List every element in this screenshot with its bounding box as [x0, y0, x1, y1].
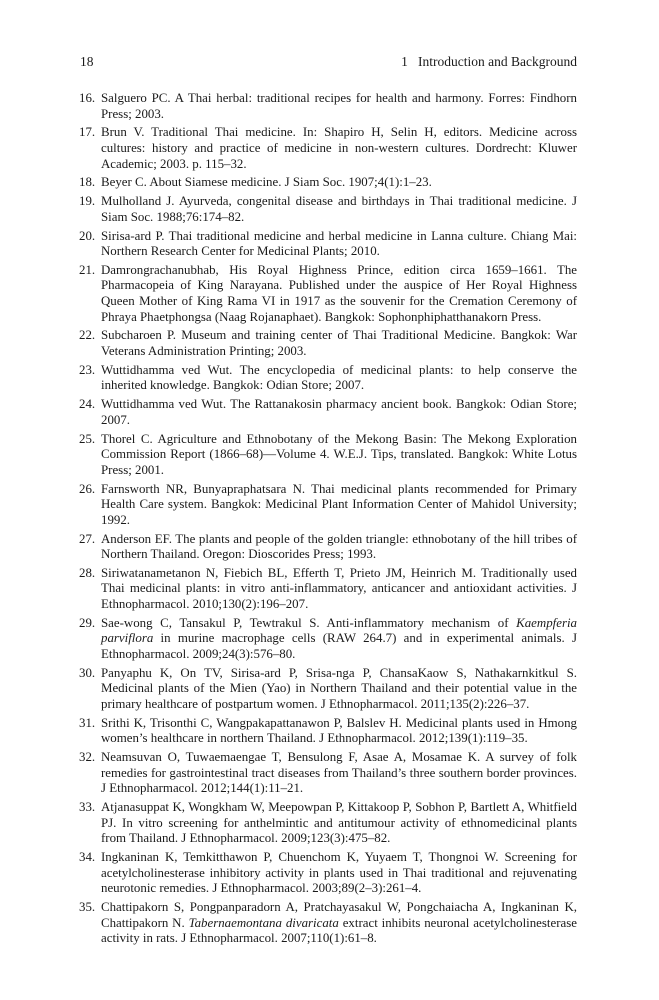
reference-text	[101, 175, 432, 189]
reference-text-segment: Neamsuvan O, Tuwaemaengae T, Bensulong F, Asae A, Mosamae K. A survey of folk remedies for gastrointestinal tract diseases from Thailand’s three southern border provinces. J Ethnopharmacol. 2012;144(1):11–21.	[101, 750, 577, 796]
reference-text	[101, 91, 577, 121]
reference-text-segment: Farnsworth NR, Bunyapraphatsara N. Thai medicinal plants recommended for Primary Health Care system. Bangkok: Medicinal Plant Information Center of Mahidol University; 1992.	[101, 481, 577, 527]
reference-item	[80, 91, 577, 122]
reference-text	[101, 666, 577, 711]
reference-item	[80, 616, 577, 663]
reference-number: 34.	[79, 850, 96, 865]
reference-text	[101, 363, 577, 393]
reference-item	[80, 263, 577, 325]
reference-item	[80, 716, 577, 747]
running-head: 1 Introduction and Background	[401, 54, 577, 69]
reference-text	[101, 532, 577, 562]
reference-text-segment: Damrongrachanubhab, His Royal Highness Prince, edition circa 1659–1661. The Pharmacopeia of King Narayana. Published under the auspice of Her Royal Highness Queen Mother of King Rama VI in 1917 as the souvenir for the Cremation Ceremony of Phraya Phaetphongsa (Naag Rojanaphaet). Bangkok: Sophonphiphatthanakorn Press.	[101, 262, 577, 324]
reference-number: 24.	[79, 397, 96, 412]
reference-number: 31.	[79, 715, 96, 730]
reference-number: 30.	[79, 665, 96, 680]
reference-number: 26.	[79, 481, 96, 496]
reference-text-segment: Sirisa-ard P. Thai traditional medicine and herbal medicine in Lanna culture. Chiang Mai: Northern Research Center for Medicinal Plants; 2010.	[101, 228, 577, 259]
species-name: Kaempferia parviflora	[101, 615, 577, 646]
reference-text	[101, 900, 577, 945]
reference-number: 27.	[79, 531, 96, 546]
reference-item	[80, 532, 577, 563]
reference-item	[80, 194, 577, 225]
reference-text-segment: Subcharoen P. Museum and training center of Thai Traditional Medicine. Bangkok: War Veterans Administration Printing; 2003.	[101, 328, 577, 359]
reference-number: 19.	[79, 194, 96, 209]
reference-item	[80, 800, 577, 847]
reference-text-segment: extract inhibits neuronal acetylcholinesterase activity in rats. J Ethnopharmacol. 2007;110(1):61–8.	[101, 915, 577, 946]
reference-text-segment: Ingkaninan K, Temkitthawon P, Chuenchom K, Yuyaem T, Thongnoi W. Screening for acetylcholinesterase inhibitory activity in plants used in Thai traditional and rejuvenating neurotonic remedies. J Ethnopharmacol. 2003;89(2–3):261–4.	[101, 850, 577, 896]
reference-item	[80, 363, 577, 394]
reference-text-segment: Salguero PC. A Thai herbal: traditional recipes for health and harmony. Forres: Findhorn Press; 2003.	[101, 91, 577, 121]
reference-text-segment: Beyer C. About Siamese medicine. J Siam Soc. 1907;4(1):1–23.	[101, 175, 432, 190]
reference-item	[80, 750, 577, 797]
reference-item	[80, 850, 577, 897]
reference-number: 22.	[79, 328, 96, 343]
reference-text-segment: Atjanasuppat K, Wongkham W, Meepowpan P, Kittakoop P, Sobhon P, Bartlett A, Whitfield PJ. In vitro screening for anthelmintic and antitumour activity of ethnomedicinal plants from Thailand. J Ethnopharmacol. 2009;123(3):475–82.	[101, 800, 577, 846]
reference-item	[80, 397, 577, 428]
reference-text	[101, 750, 577, 795]
reference-text	[101, 263, 577, 324]
reference-number: 16.	[79, 91, 96, 105]
reference-text-segment: Mulholland J. Ayurveda, congenital disease and birthdays in Thai traditional medicine. J Siam Soc. 1988;76:174–82.	[101, 194, 577, 224]
reference-item	[80, 666, 577, 713]
reference-text-segment: Sae-wong C, Tansakul P, Tewtrakul S. Anti-inflammatory mechanism of	[101, 615, 517, 630]
reference-text	[101, 194, 577, 224]
reference-item	[80, 482, 577, 529]
page-number: 18	[80, 54, 94, 69]
reference-text-segment: Brun V. Traditional Thai medicine. In: Shapiro H, Selin H, editors. Medicine across cultures: history and practice of medicine in non-western cultures. Dordrecht: Kluwer Academic; 2003. p. 115–32.	[101, 125, 577, 171]
reference-text	[101, 397, 577, 427]
reference-number: 28.	[79, 565, 96, 580]
reference-number: 23.	[79, 362, 96, 377]
reference-number: 35.	[79, 900, 96, 915]
reference-number: 18.	[79, 175, 96, 190]
reference-text-segment: Wuttidhamma ved Wut. The encyclopedia of medicinal plants: to help conserve the inherited knowledge. Bangkok: Odian Store; 2007.	[101, 362, 577, 393]
reference-item	[80, 125, 577, 172]
reference-text-segment: Panyaphu K, On TV, Sirisa-ard P, Srisa-nga P, ChansaKaow S, Nathakarnkitkul S. Medicinal plants of the Mien (Yao) in Northern Thailand and their potential value in the primary healthcare of postpartum women. J Ethnopharmacol. 2011;135(2):226–37.	[101, 665, 577, 711]
reference-text-segment: Wuttidhamma ved Wut. The Rattanakosin pharmacy ancient book. Bangkok: Odian Store; 2007.	[101, 397, 577, 427]
reference-number: 29.	[79, 615, 96, 630]
reference-text-segment: Chattipakorn S, Pongpanparadorn A, Pratchayasakul W, Pongchaiacha A, Ingkaninan K, Chattipakorn N.	[101, 900, 577, 930]
reference-text	[101, 432, 577, 477]
reference-item	[80, 328, 577, 359]
reference-item	[80, 229, 577, 260]
reference-text	[101, 716, 577, 746]
reference-text	[101, 616, 577, 661]
reference-number: 21.	[79, 262, 96, 277]
species-name: Tabernaemontana divaricata	[188, 915, 339, 930]
reference-text	[101, 229, 577, 259]
reference-number: 32.	[79, 750, 96, 765]
reference-text	[101, 800, 577, 845]
reference-list	[80, 91, 577, 950]
page-header	[80, 54, 577, 74]
reference-text	[101, 328, 577, 358]
reference-text	[101, 125, 577, 170]
reference-text	[101, 850, 577, 895]
reference-item	[80, 432, 577, 479]
reference-item	[80, 566, 577, 613]
reference-number: 20.	[79, 228, 96, 243]
reference-text-segment: Siriwatanametanon N, Fiebich BL, Efferth T, Prieto JM, Heinrich M. Traditionally used Thai medicinal plants: in vitro anti-inflammatory, anticancer and antioxidant activities. J Ethnopharmacol. 2010;130(2):196–207.	[101, 565, 577, 612]
reference-text	[101, 566, 577, 611]
reference-item	[80, 900, 577, 947]
reference-number: 25.	[79, 431, 96, 446]
reference-item	[80, 175, 577, 191]
reference-text-segment: in murine macrophage cells (RAW 264.7) and in experimental animals. J Ethnopharmacol. 2009;24(3):576–80.	[101, 631, 577, 662]
reference-text-segment: Srithi K, Trisonthi C, Wangpakapattanawon P, Balslev H. Medicinal plants used in Hmong women’s healthcare in northern Thailand. J Ethnopharmacol. 2012;139(1):119–35.	[101, 715, 577, 746]
reference-text-segment: Thorel C. Agriculture and Ethnobotany of the Mekong Basin: The Mekong Exploration Commission Report (1866–68)—Volume 4. W.E.J. Tips, translated. Bangkok: White Lotus Press; 2001.	[101, 431, 577, 477]
reference-number: 17.	[79, 125, 96, 140]
reference-text-segment: Anderson EF. The plants and people of the golden triangle: ethnobotany of the hill tribes of Northern Thailand. Oregon: Dioscorides Press; 1993.	[101, 531, 577, 562]
reference-text	[101, 482, 577, 527]
reference-number: 33.	[79, 800, 96, 815]
